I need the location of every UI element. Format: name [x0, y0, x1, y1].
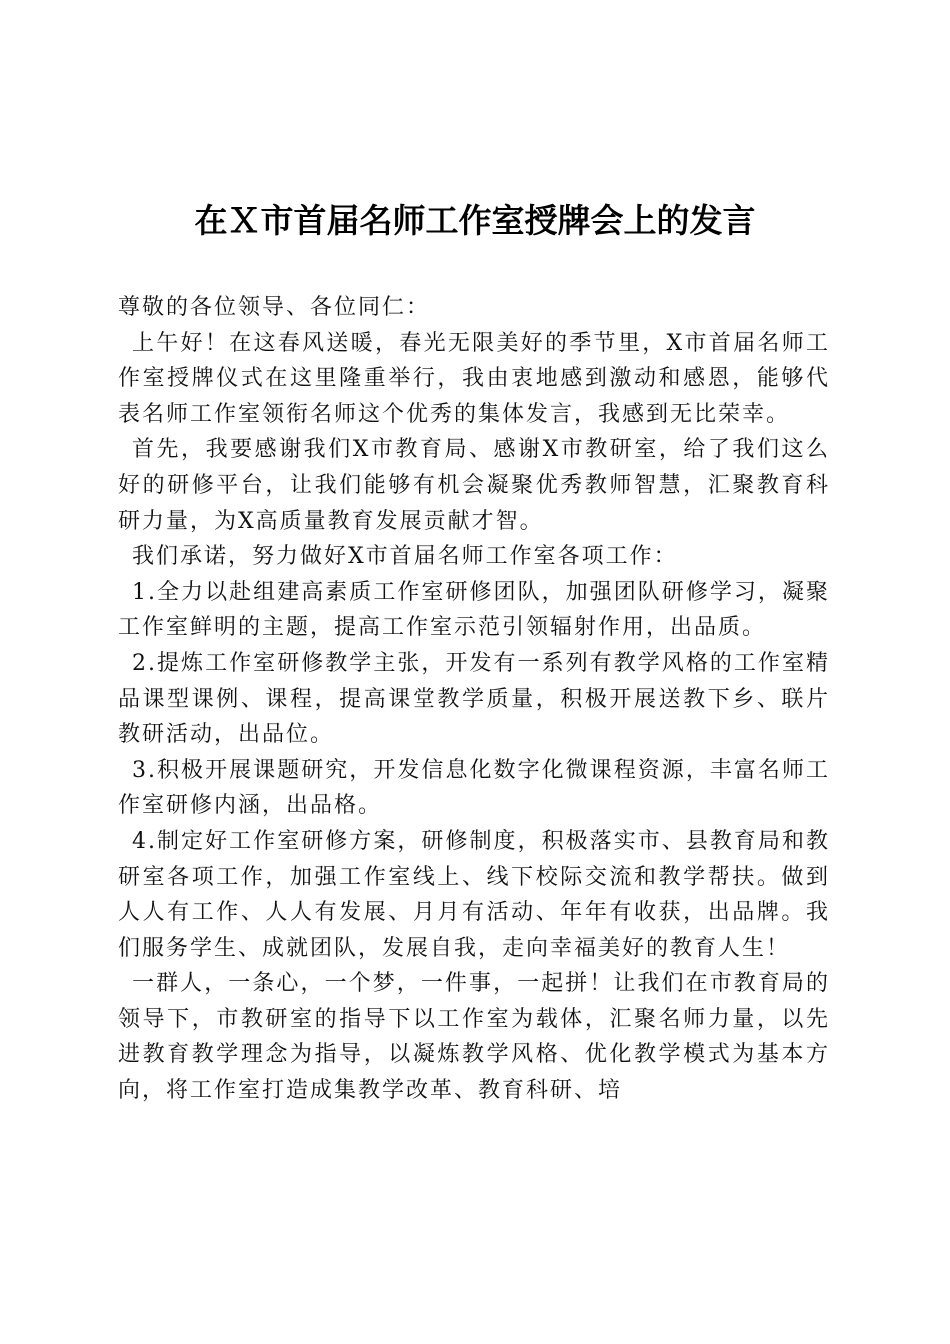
- body-paragraph: 上午好！在这春风送暖，春光无限美好的季节里，X市首届名师工作室授牌仪式在这里隆重举行，我由衷地感到激动和感恩，能够代表名师工作室领衔名师这个优秀的集体发言，我感到无比荣幸。: [118, 330, 830, 427]
- body-paragraph: 首先，我要感谢我们X市教育局、感谢X市教研室，给了我们这么好的研修平台，让我们能够有机会凝聚优秀教师智慧，汇聚教育科研力量，为X高质量教育发展贡献才智。: [118, 437, 830, 534]
- document-body: [118, 290, 830, 1109]
- body-paragraph: 一群人，一条心，一个梦，一件事，一起拼！让我们在市教育局的领导下，市教研室的指导下以工作室为载体，汇聚名师力量，以先进教育教学理念为指导，以凝炼教学风格、优化教学模式为基本方向，将工作室打造成集教学改革、教育科研、培: [118, 971, 830, 1104]
- list-item-paragraph: 2.提炼工作室研修教学主张，开发有一系列有教学风格的工作室精品课型课例、课程，提高课堂教学质量，积极开展送教下乡、联片教研活动，出品位。: [118, 650, 830, 748]
- body-paragraph: 我们承诺，努力做好X市首届名师工作室各项工作：: [132, 544, 678, 570]
- document-title: 在Ｘ市首届名师工作室授牌会上的发言: [194, 201, 756, 240]
- list-item-paragraph: 4.制定好工作室研修方案，研修制度，积极落实市、县教育局和教研室各项工作，加强工作室线上、线下校际交流和教学帮扶。做到人人有工作、人人有发展、月月有活动、年年有收获，出品牌。我们服务学生、成就团队，发展自我，走向幸福美好的教育人生！: [118, 828, 830, 961]
- salutation-paragraph: 尊敬的各位领导、各位同仁：: [118, 295, 431, 320]
- list-item-paragraph: 1.全力以赴组建高素质工作室研修团队，加强团队研修学习，凝聚工作室鲜明的主题，提高工作室示范引领辐射作用，出品质。: [118, 579, 830, 641]
- list-item-paragraph: 3.积极开展课题研究，开发信息化数字化微课程资源，丰富名师工作室研修内涵，出品格。: [118, 757, 830, 819]
